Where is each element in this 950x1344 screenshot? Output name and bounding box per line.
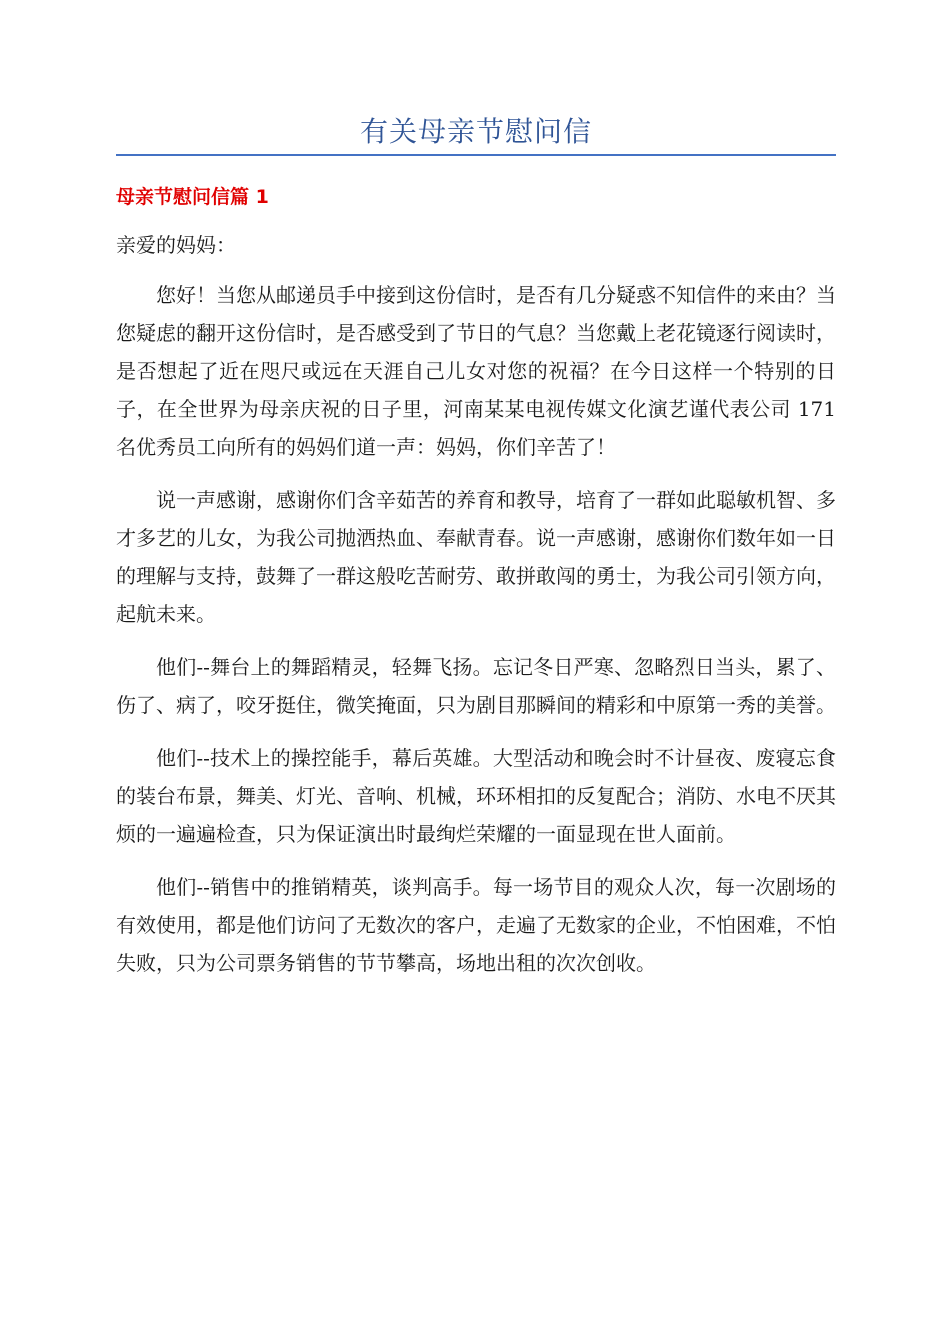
paragraph: 他们--销售中的推销精英，谈判高手。每一场节目的观众人次，每一次剧场的有效使用，都是他们访问了无数次的客户，走遍了无数家的企业，不怕困难，不怕失败，只为公司票务销售的节节攀高，场地出租的次次创收。 (116, 875, 836, 975)
title-divider (116, 154, 836, 156)
paragraph: 说一声感谢，感谢你们含辛茹苦的养育和教导，培育了一群如此聪敏机智、多才多艺的儿女，为我公司抛洒热血、奉献青春。说一声感谢，感谢你们数年如一日的理解与支持，鼓舞了一群这般吃苦耐劳、敢拼敢闯的勇士，为我公司引领方向，起航未来。 (116, 488, 836, 626)
salutation: 亲爱的妈妈： (116, 233, 236, 257)
letter-body (116, 276, 836, 997)
section-heading: 母亲节慰问信篇 1 (116, 186, 269, 208)
paragraph: 他们--技术上的操控能手，幕后英雄。大型活动和晚会时不计昼夜、废寝忘食的装台布景，舞美、灯光、音响、机械，环环相扣的反复配合；消防、水电不厌其烦的一遍遍检查，只为保证演出时最绚烂荣耀的一面显现在世人面前。 (116, 746, 836, 846)
paragraph: 您好！当您从邮递员手中接到这份信时，是否有几分疑惑不知信件的来由？当您疑虑的翻开这份信时，是否感受到了节日的气息？当您戴上老花镜逐行阅读时，是否想起了近在咫尺或远在天涯自己儿女对您的祝福？在今日这样一个特别的日子，在全世界为母亲庆祝的日子里，河南某某电视传媒文化演艺谨代表公司 171 名优秀员工向所有的妈妈们道一声：妈妈，你们辛苦了！ (116, 283, 836, 459)
paragraph: 他们--舞台上的舞蹈精灵，轻舞飞扬。忘记冬日严寒、忽略烈日当头，累了、伤了、病了，咬牙挺住，微笑掩面，只为剧目那瞬间的精彩和中原第一秀的美誉。 (116, 655, 836, 717)
document-title: 有关母亲节慰问信 (359, 115, 592, 148)
